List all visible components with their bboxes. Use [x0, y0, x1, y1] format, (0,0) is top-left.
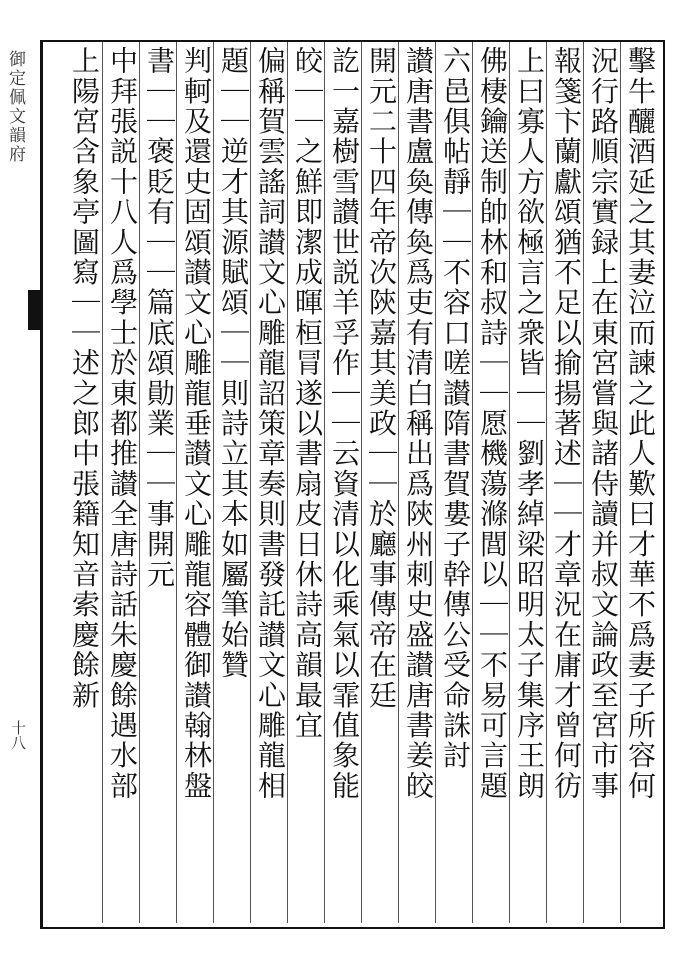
text-column-9: 訖一嘉樹雪讃世説羊孚作｜｜云資清以化乘氣以霏值象能 — [328, 46, 361, 801]
text-column-6: 六邑俱帖靜｜｜不容口嗟讃隋書賀婁子幹傳公受命誅討 — [439, 46, 472, 771]
text-column-16: 上陽宮含象亭圖寫｜｜述之郎中張籍知音索慶餘新 — [68, 46, 101, 711]
fish-tail-mark — [28, 290, 40, 330]
page-number: 十八 — [9, 720, 27, 750]
text-column-15: 中拜張説十八人爲學士於東都推讃全唐詩話朱慶餘遇水部 — [106, 46, 139, 801]
text-column-13: 判軻及還史固頌讃文心雕龍垂讃文心雕龍容體御讃翰林盤 — [180, 46, 213, 801]
text-column-8: 開元二十四年帝次陝嘉其美政｜｜於廳事傳帝在廷 — [365, 46, 398, 711]
text-column-7: 讃唐書盧奐傳奐爲吏有清白稱出爲陝州刺史盛讃唐書姜皎 — [402, 46, 435, 801]
text-column-3: 報箋卞蘭獻頌猶不足以揄揚著述｜｜才章況在庸才曾何彷 — [550, 46, 583, 801]
text-column-10: 皎｜｜之鮮即潔成暉桓冐遂以書扇皮日休詩高韻最宜 — [291, 46, 324, 741]
text-column-4: 上曰寡人方欲極言之衆皆｜｜劉孝綽梁昭明太子集序王朗 — [513, 46, 546, 801]
text-column-14: 書｜｜褒貶有｜｜篇底頌勛業｜｜事開元 — [143, 46, 176, 590]
text-column-5: 佛棲鑰送制帥林和叔詩｜｜愿機蕩滌閭以｜｜不易可言題 — [476, 46, 509, 801]
margin-title: 御定佩文韻府 — [5, 50, 25, 164]
text-column-11: 偏稱賀雲謠詞讃文心雕龍詔策章奏則書發託讃文心雕龍相 — [254, 46, 287, 801]
text-column-1: 擊牛釃酒延之其妻泣而諫之此人歎曰才華不爲妻子所容何 — [624, 46, 657, 801]
text-column-12: 題｜｜逆才其源賦頌｜｜則詩立其本如屬筆始贊 — [217, 46, 250, 681]
text-column-2: 況行路順宗實録上在東宮嘗與諸侍讀并叔文論政至宮市事 — [587, 46, 620, 801]
